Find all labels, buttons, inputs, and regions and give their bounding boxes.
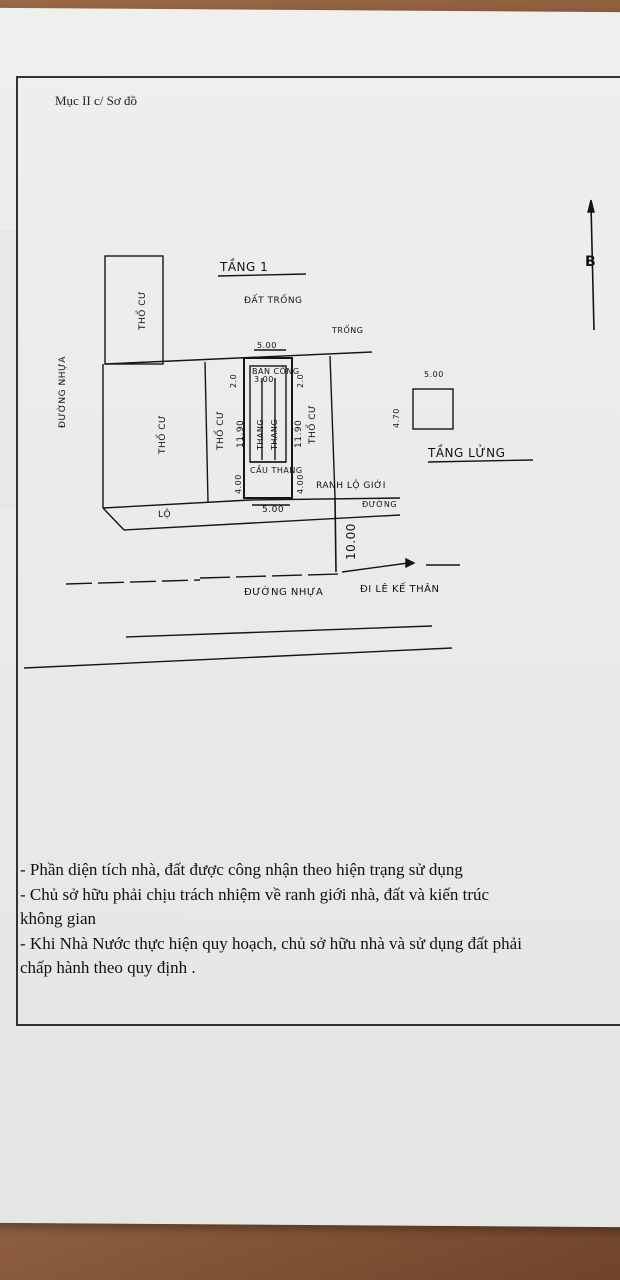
stair-label-2: THANG [270, 418, 279, 450]
stair-label: THANG [256, 418, 265, 450]
note-line: - Chủ sở hữu phải chịu trách nhiệm về ranh giới nhà, đất và kiến trúc [20, 884, 490, 904]
boundary-label: RANH LỘ GIỚI [316, 481, 386, 491]
right-neighbor-label: THỔ CƯ [308, 404, 318, 444]
dim-front-right: 4.00 [296, 474, 305, 494]
road-short-label: ĐƯỜNG [362, 500, 398, 509]
road-direction-label: ĐI LÊ KẾ THÂN [360, 584, 440, 595]
left-road-label: ĐƯỜNG NHỰA [58, 356, 68, 428]
mezz-depth-dim: 4.70 [392, 408, 401, 428]
left-plot-label: THỔ CƯ [158, 414, 168, 454]
bottom-road-label: ĐƯỜNG NHỰA [244, 587, 324, 598]
road-width-dim: 10.00 [344, 523, 358, 560]
note-line: không gian [20, 909, 97, 928]
setback-label: LỘ [158, 510, 172, 520]
dim-rear-left: 2.0 [229, 373, 238, 388]
dim-bottom-width: 5.00 [262, 505, 285, 515]
notes-block [20, 858, 620, 981]
note-line: chấp hành theo quy định . [20, 958, 196, 977]
floor-label: TẦNG 1 [220, 260, 269, 274]
left-neighbor-label: THỔ CƯ [216, 410, 226, 450]
note-line: - Khi Nhà Nước thực hiện quy hoạch, chủ sở hữu nhà và sử dụng đất phải [20, 933, 522, 953]
courtyard-label: TRỐNG [332, 326, 364, 335]
dim-rear-right: 2.0 [296, 373, 305, 388]
mezzanine-label: TẦNG LỬNG [428, 446, 506, 460]
dim-top-width: 5.00 [257, 341, 277, 350]
mezz-width-dim: 5.00 [424, 370, 444, 379]
section-title: Mục II c/ Sơ đồ [55, 93, 137, 108]
balcony-label: BAN CÔNG [252, 367, 300, 376]
stair-full-label: CẦU THANG [250, 466, 303, 475]
top-left-plot-label: THỔ CƯ [138, 290, 148, 330]
dim-front-left: 4.00 [234, 474, 243, 494]
empty-land-label: ĐẤT TRỐNG [244, 296, 303, 306]
dim-length-right: 11.90 [294, 419, 304, 448]
north-symbol: B [585, 254, 597, 270]
dim-length-left: 11.90 [236, 419, 246, 448]
note-line: - Phần diện tích nhà, đất được công nhận theo hiện trạng sử dụng [20, 860, 463, 879]
dim-inner-width: 3.00 [254, 375, 274, 384]
